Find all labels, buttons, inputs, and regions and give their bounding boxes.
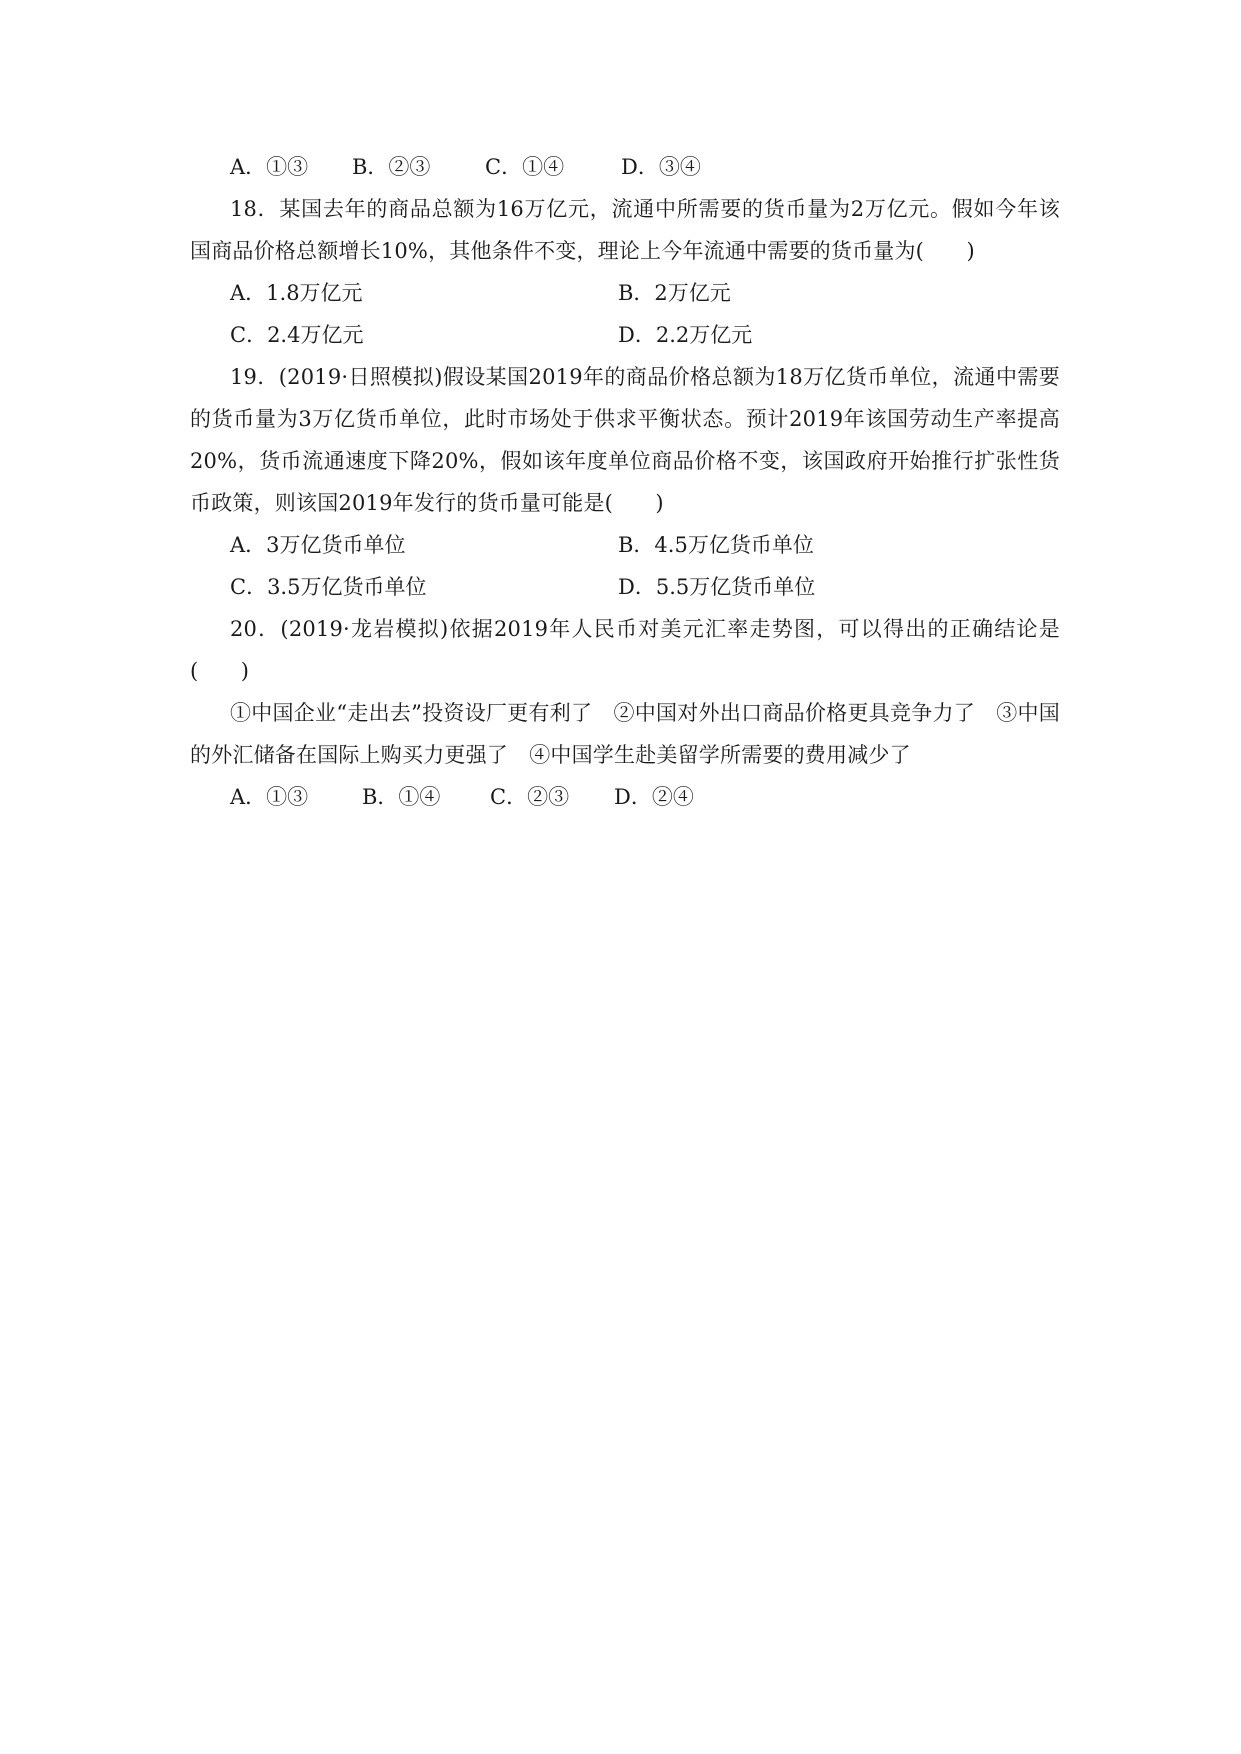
q19-options-row-1 [190,524,1060,566]
q19-option-b: B．4.5万亿货币单位 [618,533,814,557]
q18-option-c: C．2.4万亿元 [230,323,364,347]
q19-options-row-2 [190,566,1060,608]
q20-option-c: C．②③ [490,785,570,809]
q18-option-b: B．2万亿元 [618,281,731,305]
question-content [190,146,1060,818]
q17-option-c: C．①④ [485,155,565,179]
q18-stem: 18．某国去年的商品总额为16万亿元，流通中所需要的货币量为2万亿元。假如今年该国商品价格总额增长10%，其他条件不变，理论上今年流通中需要的货币量为( ) [190,197,1060,263]
q20-option-b: B．①④ [362,785,441,809]
q19-option-c: C．3.5万亿货币单位 [230,575,427,599]
q20-option-a: A．①③ [230,785,309,809]
q17-option-d: D．③④ [621,155,701,179]
q17-options [190,146,1060,188]
q20-stem: 20．(2019·龙岩模拟)依据2019年人民币对美元汇率走势图，可以得出的正确结论是( ) [190,617,1060,683]
q18-options-row-1 [190,272,1060,314]
q19-option-a: A．3万亿货币单位 [230,533,406,557]
q18-option-a: A．1.8万亿元 [230,281,363,305]
q20-option-d: D．②④ [614,785,694,809]
q17-option-b: B．②③ [352,155,431,179]
q18-option-d: D．2.2万亿元 [618,323,753,347]
q20-statements: ①中国企业“走出去”投资设厂更有利了 ②中国对外出口商品价格更具竞争力了 ③中国的外汇储备在国际上购买力更强了 ④中国学生赴美留学所需要的费用减少了 [190,701,1060,767]
q20-options [190,776,1060,818]
q18-options-row-2 [190,314,1060,356]
q19-option-d: D．5.5万亿货币单位 [618,575,816,599]
q19-stem: 19．(2019·日照模拟)假设某国2019年的商品价格总额为18万亿货币单位，流通中需要的货币量为3万亿货币单位，此时市场处于供求平衡状态。预计2019年该国劳动生产率提高20%，货币流通速度下降20%，假如该年度单位商品价格不变，该国政府开始推行扩张性货币政策，则该国2019年发行的货币量可能是( ) [190,365,1060,515]
q17-option-a: A．①③ [230,155,309,179]
